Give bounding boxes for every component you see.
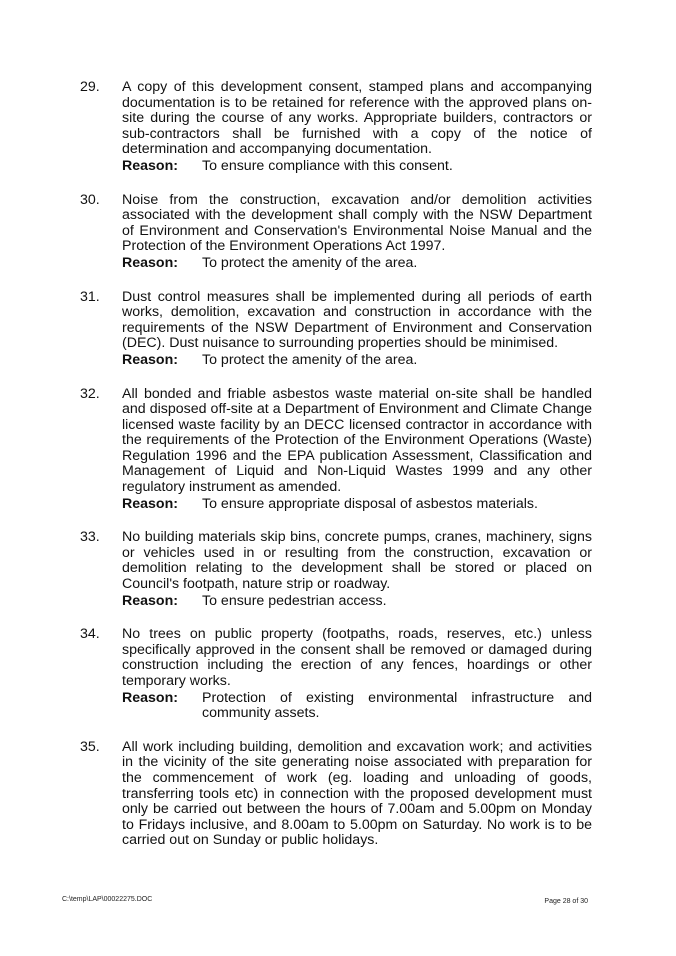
condition-text: Dust control measures shall be implemented during all periods of earth works, demolition, excavation and construction in accordance with the requirements of the NSW Department of Environment and Conservation (DEC). Dust nuisance to surrounding properties should be minimised. bbox=[122, 288, 592, 352]
condition-number: 35. bbox=[80, 738, 100, 755]
footer-file-path: C:\temp\LAP\00022275.DOC bbox=[62, 896, 153, 903]
reason-text: To protect the amenity of the area. bbox=[202, 351, 418, 368]
reason-text: To ensure appropriate disposal of asbestos materials. bbox=[202, 495, 538, 512]
reason-label: Reason: bbox=[122, 157, 178, 174]
condition-reason bbox=[122, 594, 592, 610]
condition-number: 32. bbox=[80, 385, 100, 402]
condition-reason bbox=[122, 497, 592, 513]
reason-text: Protection of existing environmental infrastructure and bbox=[202, 689, 592, 706]
reason-label: Reason: bbox=[122, 495, 178, 512]
condition-32 bbox=[80, 387, 592, 513]
reason-text: To ensure compliance with this consent. bbox=[202, 157, 453, 174]
reason-text: To protect the amenity of the area. bbox=[202, 254, 418, 271]
condition-30 bbox=[80, 193, 592, 272]
condition-29 bbox=[80, 80, 592, 175]
condition-number: 29. bbox=[80, 79, 100, 95]
condition-33 bbox=[80, 530, 592, 609]
condition-number: 34. bbox=[80, 626, 100, 643]
condition-number: 31. bbox=[80, 288, 100, 305]
condition-31 bbox=[80, 290, 592, 369]
footer-page-number: Page 28 of 30 bbox=[544, 898, 588, 905]
condition-text: No trees on public property (footpaths, roads, reserves, etc.) unless specifically approved in the consent shall be removed or damaged during construction including the erection of any fences, hoardings or other temporary works. bbox=[122, 626, 592, 689]
reason-text-wrapper bbox=[202, 691, 592, 722]
reason-text: To ensure pedestrian access. bbox=[202, 592, 387, 609]
condition-text: All work including building, demolition and excavation work; and activities in the vicinity of the site generating noise associated with preparation for the commencement of work (eg. loading and unloading of goods, transferring tools etc) in connection with the proposed development must only be carried out between the hours of 7.00am and 5.00pm on Monday to Fridays inclusive, and 8.00am to 5.00pm on Saturday. No work is to be carried out on Sunday or public holidays. bbox=[122, 738, 592, 849]
condition-reason bbox=[122, 353, 592, 369]
conditions-list bbox=[80, 80, 592, 867]
condition-number: 33. bbox=[80, 529, 100, 546]
reason-label: Reason: bbox=[122, 254, 178, 271]
condition-text: No building materials skip bins, concrete pumps, cranes, machinery, signs or vehicles used in or resulting from the construction, excavation or demolition relating to the development shall be stored or placed on Council's footpath, nature strip or roadway. bbox=[122, 529, 592, 593]
reason-text-continued: community assets. bbox=[202, 705, 320, 722]
condition-reason bbox=[122, 159, 592, 175]
condition-text: Noise from the construction, excavation and/or demolition activities associated with the development shall comply with the NSW Department of Environment and Conservation's Environmental Noise Manual and the Protection of the Environment Operations Act 1997. bbox=[122, 191, 592, 255]
reason-label: Reason: bbox=[122, 351, 178, 368]
condition-35 bbox=[80, 740, 592, 849]
condition-number: 30. bbox=[80, 191, 100, 208]
condition-reason bbox=[122, 256, 592, 272]
reason-label: Reason: bbox=[122, 689, 178, 706]
condition-text: All bonded and friable asbestos waste material on-site shall be handled and disposed off-site at a Department of Environment and Climate Change licensed waste facility by an DECC licensed contractor in accordance with the requirements of the Protection of the Environment Operations (Waste) Regulation 1996 and the EPA publication Assessment, Classification and Management of Liquid and Non-Liquid Wastes 1999 and any other regulatory instrument as amended. bbox=[122, 385, 592, 496]
reason-label: Reason: bbox=[122, 592, 178, 609]
condition-text: A copy of this development consent, stamped plans and accompanying documentation is to be retained for reference with the approved plans on-site during the course of any works. Appropriate builders, contractors or sub-contractors shall be furnished with a copy of the notice of determination and accompanying documentation. bbox=[122, 79, 592, 158]
condition-34 bbox=[80, 627, 592, 722]
condition-reason bbox=[122, 691, 592, 722]
